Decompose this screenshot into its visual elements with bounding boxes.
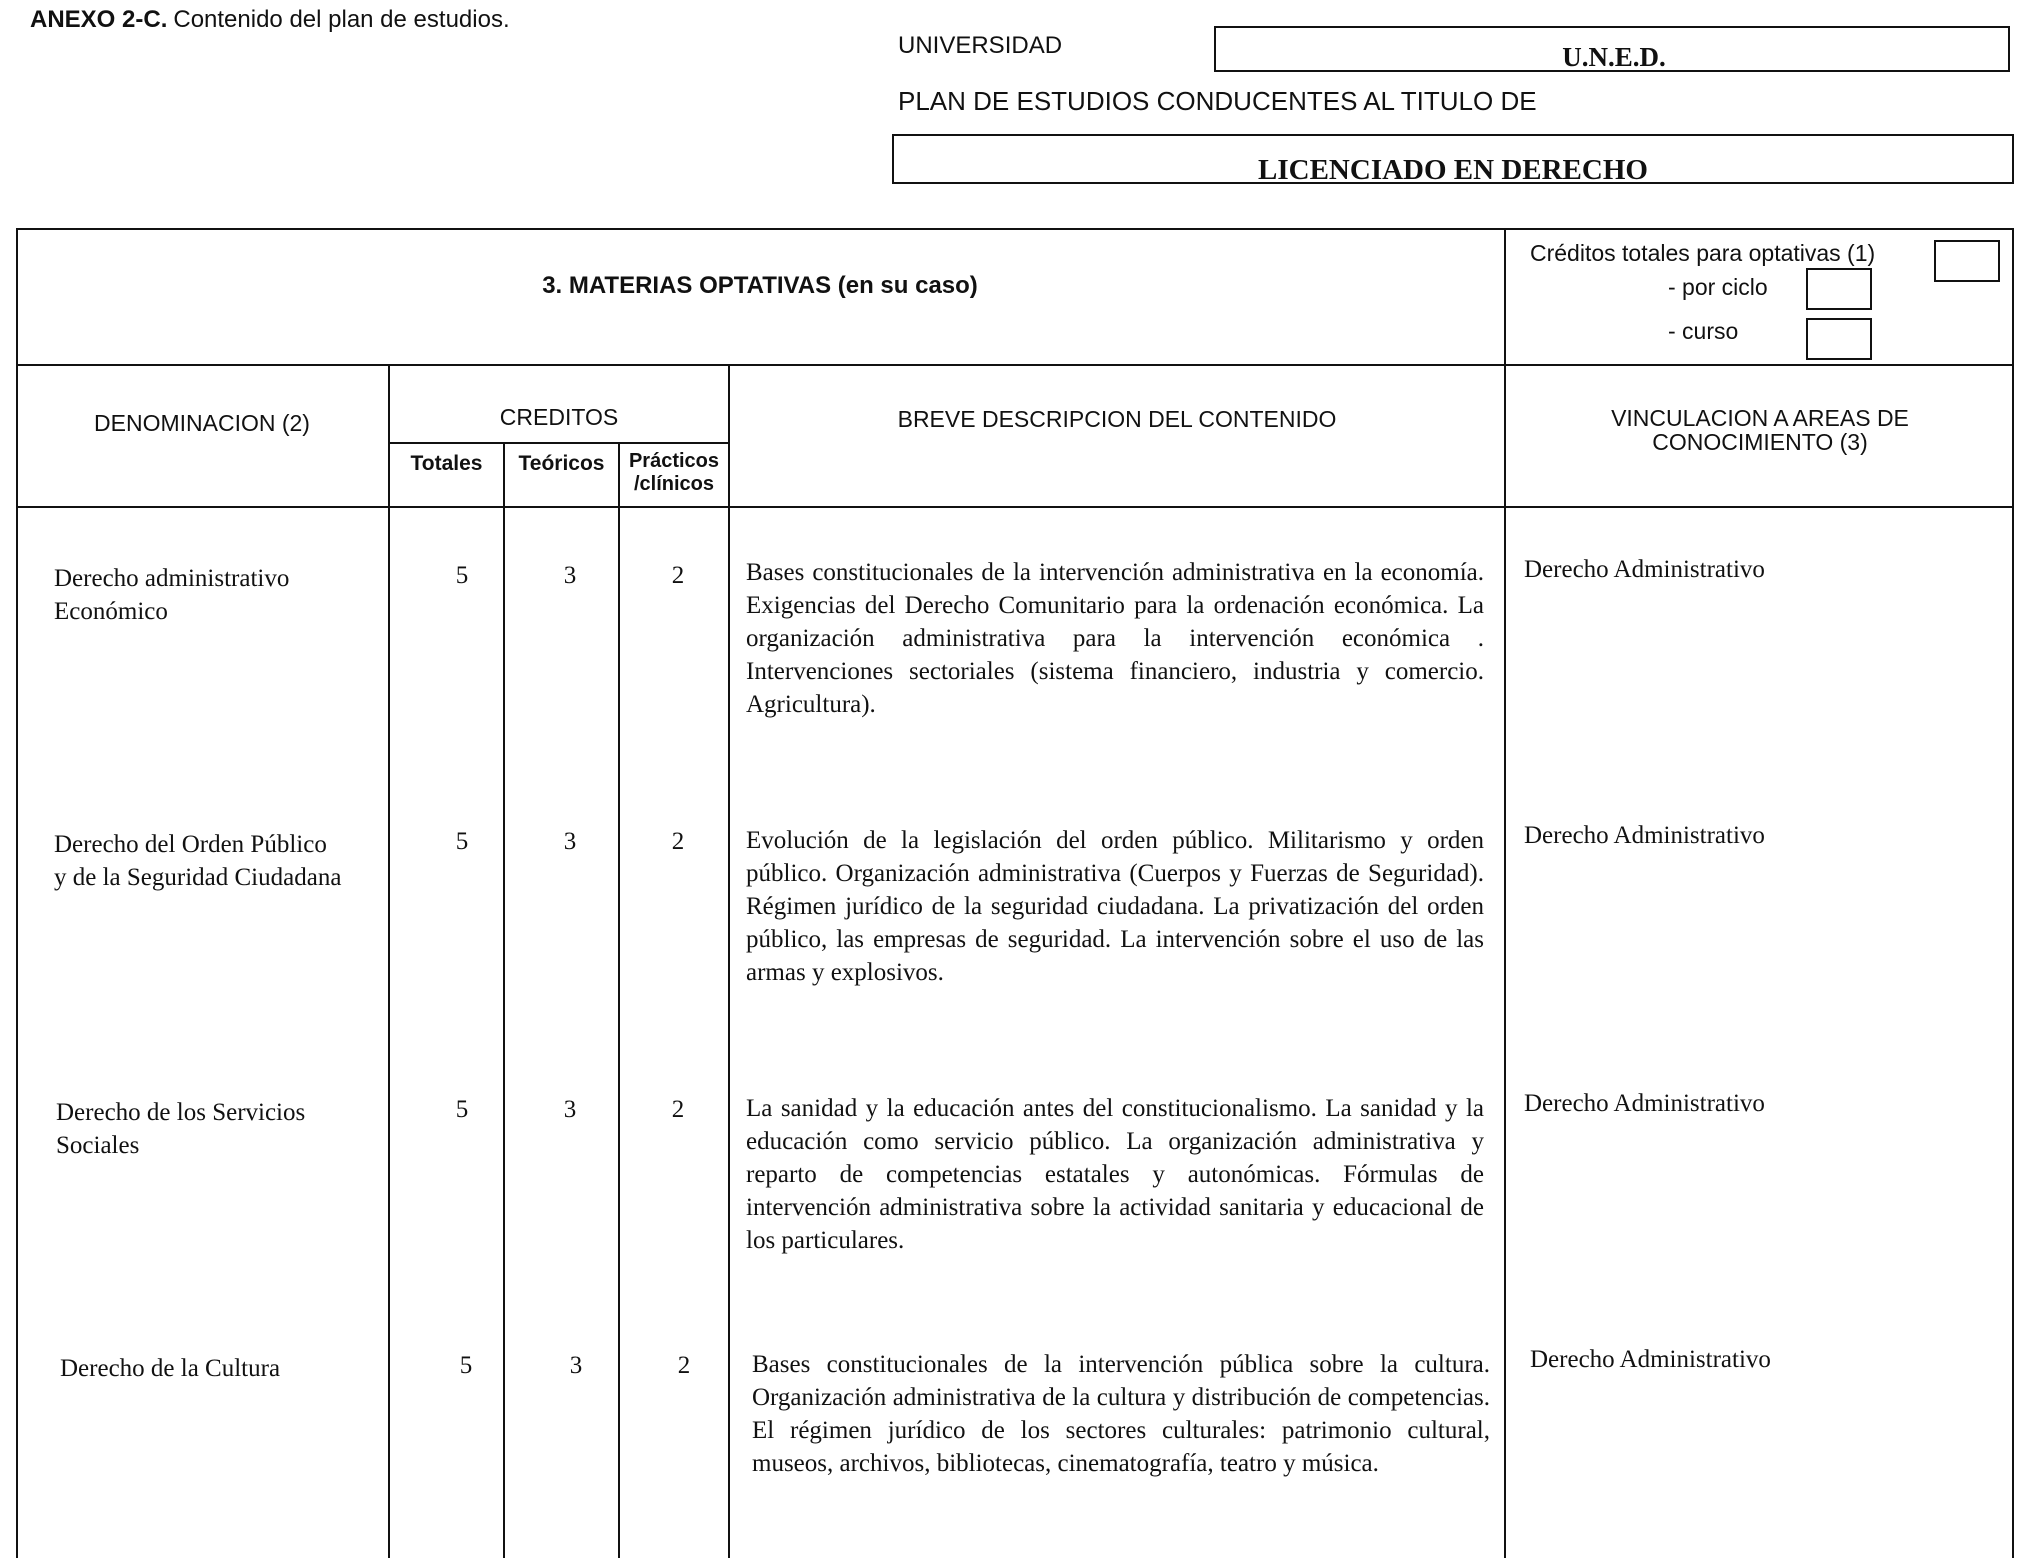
credits-subheader-divider (388, 442, 728, 444)
column-header-totales: Totales (410, 452, 483, 475)
column-header-practicos-line1: Prácticos (628, 450, 720, 472)
header-divider (16, 506, 2014, 508)
degree-box (892, 134, 2014, 184)
subject-description: Evolución de la legislación del orden público. Militarismo y orden público. Organización administrativa (Cuerpos y Fuerzas de Seguridad). Régimen jurídico de la seguridad ciudadana. La privatización del orden público, las empresas de seguridad. La intervención sobre el uso de las armas y explosivos. (746, 827, 1484, 986)
credits-totales: 5 (459, 1352, 473, 1379)
university-label: UNIVERSIDAD (898, 32, 1063, 59)
annex-heading (30, 6, 510, 34)
subject-name (54, 828, 341, 894)
subject-description: La sanidad y la educación antes del constitucionalismo. La sanidad y la educación como servicio público. La organización administrativa y reparto de competencias estatales y autonómicas. Fórmulas de intervención administrativa sobre la actividad sanitaria y educacional de los particulares. (746, 1095, 1484, 1254)
section-title: 3. MATERIAS OPTATIVAS (en su caso) (542, 272, 978, 299)
knowledge-area: Derecho Administrativo (1530, 1346, 1771, 1373)
column-header-practicos-line2: /clínicos (633, 473, 715, 495)
subject-name (54, 562, 289, 628)
column-header-creditos: CREDITOS (499, 404, 619, 430)
per-cycle-box[interactable] (1806, 268, 1872, 310)
subject-name-line2: Económico (54, 598, 168, 625)
subject-name (60, 1352, 280, 1385)
column-header-practicos (620, 450, 728, 496)
subject-name-line1: Derecho de la Cultura (60, 1355, 281, 1382)
subject-name-line1: Derecho administrativo (54, 565, 290, 592)
credits-total-label: Créditos totales para optativas (1) (1530, 240, 1876, 266)
university-value: U.N.E.D. (1562, 42, 1666, 72)
column-divider-teoricos (503, 442, 505, 1558)
plan-label: PLAN DE ESTUDIOS CONDUCENTES AL TITULO DE (898, 86, 1537, 116)
per-course-label: - curso (1668, 318, 1739, 344)
knowledge-area: Derecho Administrativo (1524, 822, 1765, 849)
credits-total-box[interactable] (1934, 240, 2000, 282)
per-course-box[interactable] (1806, 318, 1872, 360)
credits-teoricos: 3 (563, 1096, 577, 1123)
section-divider (16, 364, 2014, 366)
subject-description: Bases constitucionales de la intervención administrativa en la economía. Exigencias del Derecho Comunitario para la ordenación económica. La organización administrativa para la intervención económica . Intervenciones sectoriales (sistema financiero, industria y comercio. Agricultura). (746, 559, 1484, 718)
credits-teoricos: 3 (563, 828, 577, 855)
credits-practicos: 2 (677, 1352, 691, 1379)
credits-practicos: 2 (671, 1096, 685, 1123)
column-header-descripcion: BREVE DESCRIPCION DEL CONTENIDO (897, 406, 1337, 432)
column-header-teoricos: Teóricos (518, 452, 605, 475)
degree-value: LICENCIADO EN DERECHO (1258, 154, 1648, 186)
column-divider-practicos (618, 442, 620, 1558)
column-header-vinculacion-line1: VINCULACION A AREAS DE (1611, 405, 1909, 431)
subject-description: Bases constitucionales de la intervención pública sobre la cultura. Organización administrativa de la cultura y distribución de competencias. El régimen jurídico de los sectores culturales: patrimonio cultural, museos, archivos, bibliotecas, cinematografía, teatro y música. (752, 1351, 1490, 1477)
column-header-vinculacion-line2: CONOCIMIENTO (3) (1652, 429, 1868, 455)
credits-teoricos: 3 (563, 562, 577, 589)
credits-totales: 5 (455, 1096, 469, 1123)
per-cycle-label: - por ciclo (1668, 274, 1768, 300)
annex-text: Contenido del plan de estudios. (173, 6, 510, 33)
credits-totales: 5 (455, 562, 469, 589)
knowledge-area: Derecho Administrativo (1524, 1090, 1765, 1117)
knowledge-area: Derecho Administrativo (1524, 556, 1765, 583)
credits-totales: 5 (455, 828, 469, 855)
column-divider-description (728, 366, 730, 1558)
column-divider-totales (388, 366, 390, 1558)
credits-practicos: 2 (671, 562, 685, 589)
subject-name-line2: Sociales (56, 1132, 140, 1159)
credits-practicos: 2 (671, 828, 685, 855)
subject-name-line2: y de la Seguridad Ciudadana (54, 864, 342, 891)
annex-label: ANEXO 2-C. (30, 6, 168, 33)
subject-name-line1: Derecho de los Servicios (56, 1099, 306, 1126)
subject-name-line1: Derecho del Orden Público (54, 831, 327, 858)
credits-teoricos: 3 (569, 1352, 583, 1379)
column-header-denominacion: DENOMINACION (2) (94, 410, 310, 436)
column-header-vinculacion (1506, 406, 2014, 454)
university-box (1214, 26, 2010, 72)
subject-name (56, 1096, 305, 1162)
